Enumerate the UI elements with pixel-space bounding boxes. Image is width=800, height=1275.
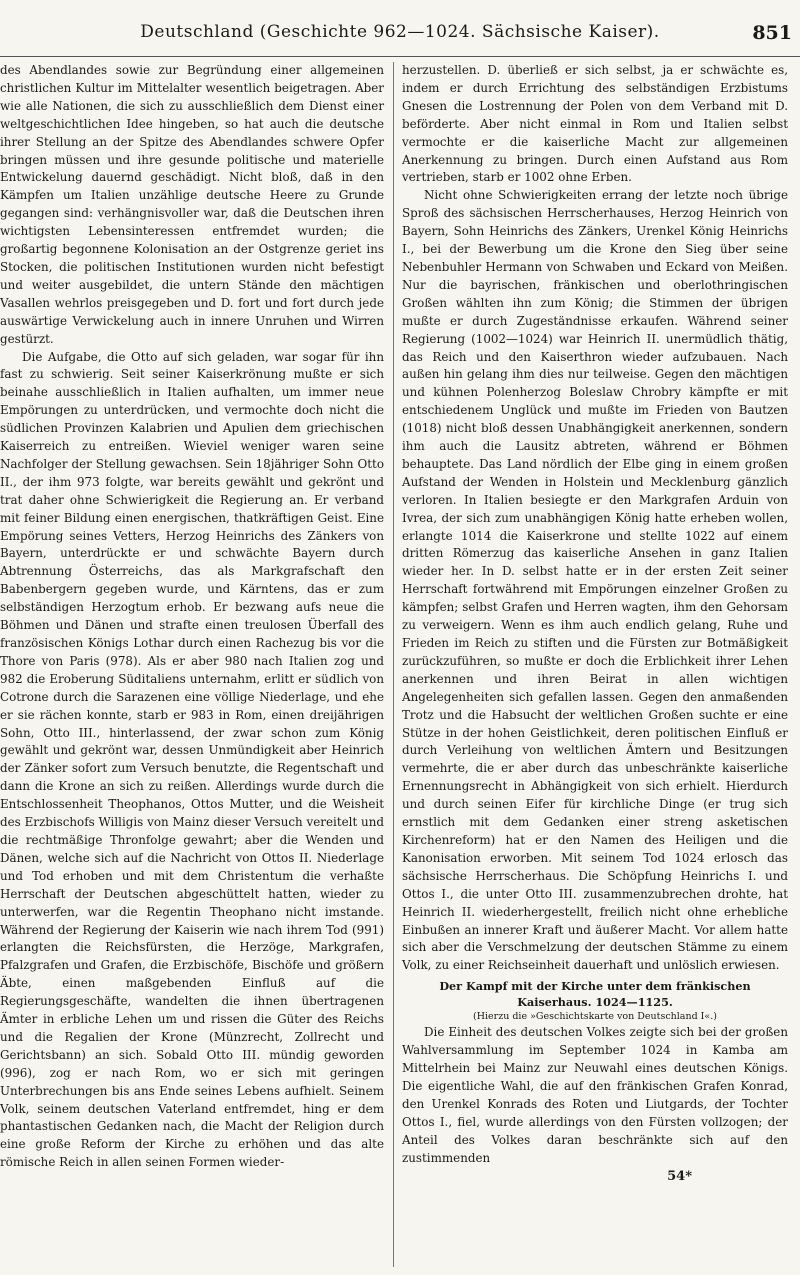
- column-divider: [393, 62, 394, 1267]
- paragraph: herzustellen. D. überließ er sich selbst, ja er schwächte es, indem er durch Errichtung des selbständigen Erzbistums Gnesen die Lostrennung der Polen von dem Verband mit D. beförderte. Aber nicht einmal in Rom und Italien selbst vermochte er die kaiserliche Macht zur allgemeinen Anerkennung zu bringen. Durch einen Aufstand aus Rom vertrieben, starb er 1002 ohne Erben.: [402, 63, 788, 185]
- right-column: [402, 62, 788, 1186]
- running-title: Deutschland (Geschichte 962—1024. Sächsische Kaiser).: [140, 22, 660, 42]
- page-header: [0, 22, 800, 52]
- paragraph: Die Einheit des deutschen Volkes zeigte sich bei der großen Wahlversammlung im September 1024 in Kamba am Mittelrhein bei Mainz zur Neuwahl eines deutschen Königs. Die eigentliche Wahl, die auf den fränkischen Grafen Konrad, den Urenkel Konrads des Roten und Liutgards, der Tochter Ottos I., fiel, wurde allerdings von den Fürsten vollzogen; der Anteil des Volkes daran beschränkte sich auf den zustimmenden: [402, 1025, 788, 1165]
- paragraph: Die Aufgabe, die Otto auf sich geladen, war sogar für ihn fast zu schwierig. Seit seiner Kaiserkrönung mußte er sich beinahe ausschließlich in Italien aufhalten, um immer neue Empörungen zu unterdrücken, und vermochte doch nicht die südlichen Provinzen Kalabrien und Apulien dem griechischen Kaiserreich zu entreißen. Wieviel weniger waren seine Nachfolger der Stellung gewachsen. Sein 18jähriger Sohn Otto II., der ihm 973 folgte, war bereits gewählt und gekrönt und trat daher ohne Schwierigkeit die Regierung an. Er verband mit feiner Bildung einen energischen, thatkräftigen Geist. Eine Empörung seines Vetters, Herzog Heinrichs des Zänkers von Bayern, unterdrückte er und schwächte Bayern durch Abtrennung Österreichs, das als Markgrafschaft den Babenbergern gegeben wurde, und Kärntens, das er zum selbständigen Herzogtum erhob. Er bezwang aufs neue die Böhmen und Dänen und strafte einen treulosen Überfall des französischen Königs Lothar durch einen Rachezug bis vor die Thore von Paris (978). Als er aber 980 nach Italien zog und 982 die Eroberung Süditaliens unternahm, erlitt er südlich von Cotrone durch die Sarazenen eine völlige Niederlage, und ehe er sie rächen konnte, starb er 983 in Rom, einen dreijährigen Sohn, Otto III., hinterlassend, der zwar schon zum König gewählt und gekrönt war, dessen Unmündigkeit aber Heinrich der Zänker sofort zum Versuch benutzte, die Regentschaft und dann die Krone an sich zu reißen. Allerdings wurde durch die Entschlossenheit Theophanos, Ottos Mutter, und die Weisheit des Erzbischofs Willigis von Mainz dieser Versuch vereitelt und die rechtmäßige Thronfolge gewahrt; aber die Wenden und Dänen, welche sich auf die Nachricht von Ottos II. Niederlage und Tod erhoben und mit dem Christentum die verhaßte Herrschaft der Deutschen abgeschüttelt hatten, wieder zu unterwerfen, war die Regentin Theophano nicht imstande. Während der Regierung der Kaiserin wie nach ihrem Tod (991) erlangten die Reichsfürsten, die Herzöge, Markgrafen, Pfalzgrafen und Grafen, die Erzbischöfe, Bischöfe und größern Äbte, einen maßgebenden Einfluß auf die Regierungsgeschäfte, wandelten die ihnen übertragenen Ämter in erbliche Lehen um und rissen die Güter des Reichs und die Regalien der Krone (Münzrecht, Zollrecht und Gerichtsbann) an sich. Sobald Otto III. mündig geworden (996), zog er nach Rom, wo er sich mit geringen Unterbrechungen bis ans Ende seines Lebens aufhielt. Seinem Volk, seinem deutschen Vaterland entfremdet, hing er dem phantastischen Gedanken nach, die Macht der Religion durch eine große Reform der Kirche zu erhöhen und das alte römische Reich in allen seinen Formen wieder-: [0, 349, 384, 1170]
- paragraph: des Abendlandes sowie zur Begründung einer allgemeinen christlichen Kultur im Mittelalter wesentlich beigetragen. Aber wie alle Nationen, die sich zu ausschließlich dem Dienst einer weltgeschichtlichen Idee hingeben, so hat auch die deutsche ihrer Stellung an der Spitze des Abendlandes schwere Opfer bringen müssen und ihre gesunde politische und materielle Entwickelung dauernd geschädigt. Nicht bloß, daß in den Kämpfen um Italien unzählige deutsche Heere zu Grunde gegangen sind: verhängnisvoller war, daß die Deutschen ihren wichtigsten Lebensinteressen entfremdet wurden; die großartig begonnene Kolonisation an der Ostgrenze geriet ins Stocken, die politischen Institutionen wurden nicht befestigt und weiter ausgebildet, die untern Stände den mächtigen Vasallen wehrlos preisgegeben und D. fort und fort durch jede auswärtige Verwickelung auch in innere Unruhen und Wirren gestürzt.: [0, 63, 384, 346]
- paragraph: Nicht ohne Schwierigkeiten errang der letzte noch übrige Sproß des sächsischen Herrscherhauses, Herzog Heinrich von Bayern, Sohn Heinrichs des Zänkers, Urenkel König Heinrichs I., bei der Bewerbung um die Krone den Sieg über seine Nebenbuhler Hermann von Schwaben und Eckard von Meißen. Nur die bayrischen, fränkischen und oberlothringischen Großen wählten ihn zum König; die Stimmen der übrigen mußte er durch Zugeständnisse erkaufen. Während seiner Regierung (1002—1024) war Heinrich II. unermüdlich thätig, das Reich und den Kaiserthron wieder aufzubauen. Nach außen hin gelang ihm dies nur teilweise. Gegen den mächtigen und kühnen Polenherzog Boleslaw Chrobry kämpfte er mit entschiedenem Unglück und mußte im Frieden von Bautzen (1018) nicht bloß dessen Unabhängigkeit anerkennen, sondern ihm auch die Lausitz abtreten, während er Böhmen behauptete. Das Land nördlich der Elbe ging in einem großen Aufstand der Wenden in Holstein und Mecklenburg gänzlich verloren. In Italien besiegte er den Markgrafen Arduin von Ivrea, der sich zum unabhängigen König hatte erheben wollen, erlangte 1014 die Kaiserkrone und stellte 1022 auf einem dritten Römerzug das kaiserliche Ansehen in ganz Italien wieder her. In D. selbst hatte er in der ersten Zeit seiner Herrschaft fortwährend mit Empörungen einzelner Großen zu kämpfen; selbst Grafen und Herren wagten, ihm den Gehorsam zu verweigern. Wenn es ihm auch endlich gelang, Ruhe und Frieden im Reich zu stiften und die Fürsten zur Botmäßigkeit zurückzuführen, so mußte er doch die Erblichkeit ihrer Lehen anerkennen und ihren Beirat in allen wichtigen Angelegenheiten sich gefallen lassen. Gegen den anmaßenden Trotz und die Habsucht der weltlichen Großen suchte er eine Stütze in der hohen Geistlichkeit, deren politischen Einfluß er durch Verleihung von weltlichen Ämtern und Besitzungen vermehrte, die er aber durch das unbeschränkte kaiserliche Ernennungsrecht in Abhängigkeit von sich erhielt. Hierdurch und durch seinen Eifer für kirchliche Dinge (er trug sich ernstlich mit dem Gedanken einer streng asketischen Kirchenreform) hat er den Namen des Heiligen und die Kanonisation erworben. Mit seinem Tod 1024 erlosch das sächsische Herrscherhaus. Die Schöpfung Heinrichs I. und Ottos I., die unter Otto III. zusammenzubrechen drohte, hat Heinrich II. wiederhergestellt, freilich nicht ohne erhebliche Einbußen an innerer Kraft und äußerer Macht. Vor allem hatte sich aber die Verschmelzung der deutschen Stämme zu einem Volk, zu einer Reichseinheit dauerhaft und unlöslich erwiesen.: [402, 188, 788, 973]
- section-note: (Hierzu die »Geschichtskarte von Deutschland I«.): [473, 1011, 717, 1023]
- left-column: [0, 62, 384, 1172]
- header-rule: [0, 56, 800, 57]
- section-heading: Der Kampf mit der Kirche unter dem fränkischen Kaiserhaus. 1024—1125.: [439, 979, 751, 1010]
- signature-mark: 54*: [667, 1169, 692, 1185]
- page-number: 851: [752, 22, 792, 44]
